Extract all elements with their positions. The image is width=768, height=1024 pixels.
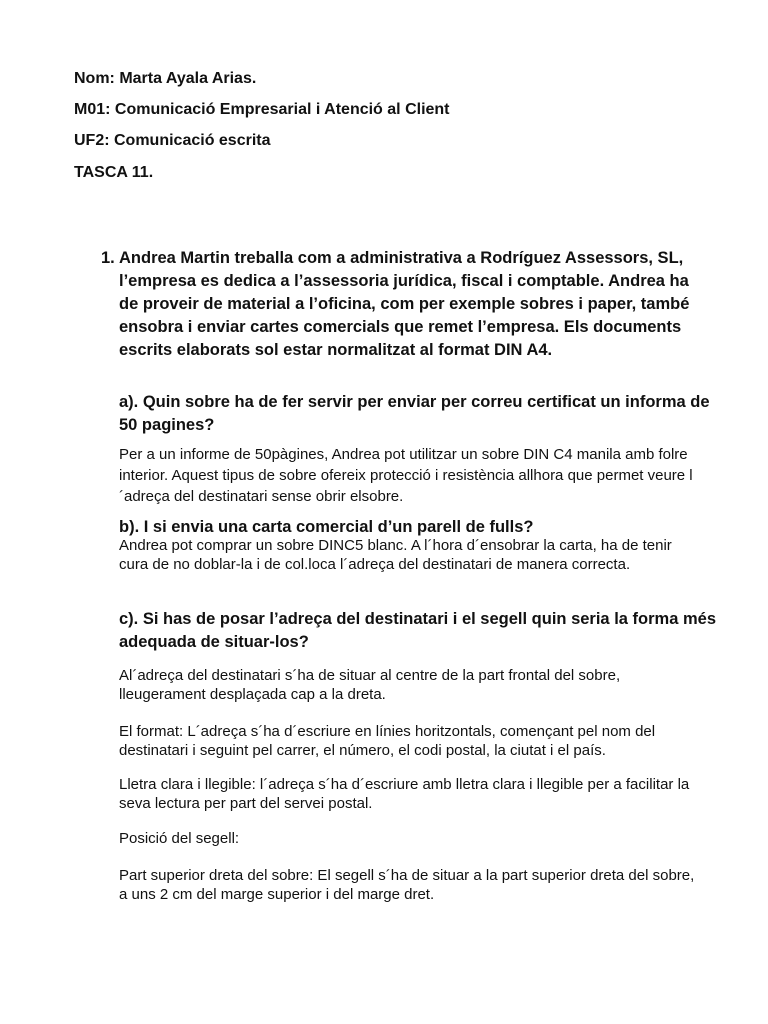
part-c-paragraph-address: Al´adreça del destinatari s´ha de situar al centre de la part frontal del sobre, lleugerament desplaçada cap a la dreta.: [119, 667, 621, 703]
question-number: 1.: [101, 249, 115, 267]
unit-title: UF2: Comunicació escrita: [74, 132, 271, 149]
part-a-question: a). Quin sobre ha de fer servir per enviar per correu certificat un informa de 50 pagines?: [119, 393, 710, 434]
module-title: M01: Comunicació Empresarial i Atenció al Client: [74, 101, 450, 118]
question-1: [101, 247, 701, 362]
student-name: Nom: Marta Ayala Arias.: [74, 70, 257, 87]
part-c-question: c). Si has de posar l’adreça del destinatari i el segell quin seria la forma més adequada de situar-los?: [119, 610, 716, 651]
part-c-stamp-heading: Posició del segell:: [119, 830, 240, 847]
part-b-answer: Andrea pot comprar un sobre DINC5 blanc. A l´hora d´ensobrar la carta, ha de tenir cura de no doblar-la i de col.loca l´adreça del destinatari de manera correcta.: [119, 537, 672, 573]
part-c-paragraph-stamp: Part superior dreta del sobre: El segell s´ha de situar a la part superior dreta del sobre, a uns 2 cm del marge superior i del marge dret.: [119, 867, 695, 903]
part-b-question: b). I si envia una carta comercial d’un parell de fulls?: [119, 518, 534, 536]
question-1-text: Andrea Martin treballa com a administrativa a Rodríguez Assessors, SL, l’empresa es dedica a l’assessoria jurídica, fiscal i comptable. Andrea ha de proveir de material a l’oficina, com per exemple sobres i paper, també ensobra i enviar cartes comercials que remet l’empresa. Els documents escrits elaborats sol estar normalitzat al format DIN A4.: [119, 249, 690, 359]
part-a-answer: Per a un informe de 50pàgines, Andrea pot utilitzar un sobre DIN C4 manila amb folre interior. Aquest tipus de sobre ofereix protecció i resistència allhora que permet veure l´adreça del destinatari sense obrir elsobre.: [119, 446, 693, 505]
part-c-paragraph-lettering: Lletra clara i llegible: l´adreça s´ha d´escriure amb lletra clara i llegible per a facilitar la seva lectura per part del servei postal.: [119, 776, 690, 812]
part-c-paragraph-format: El format: L´adreça s´ha d´escriure en línies horitzontals, començant pel nom del destinatari i seguint pel carrer, el número, el codi postal, la ciutat i el país.: [119, 723, 656, 759]
task-title: TASCA 11.: [74, 164, 154, 181]
